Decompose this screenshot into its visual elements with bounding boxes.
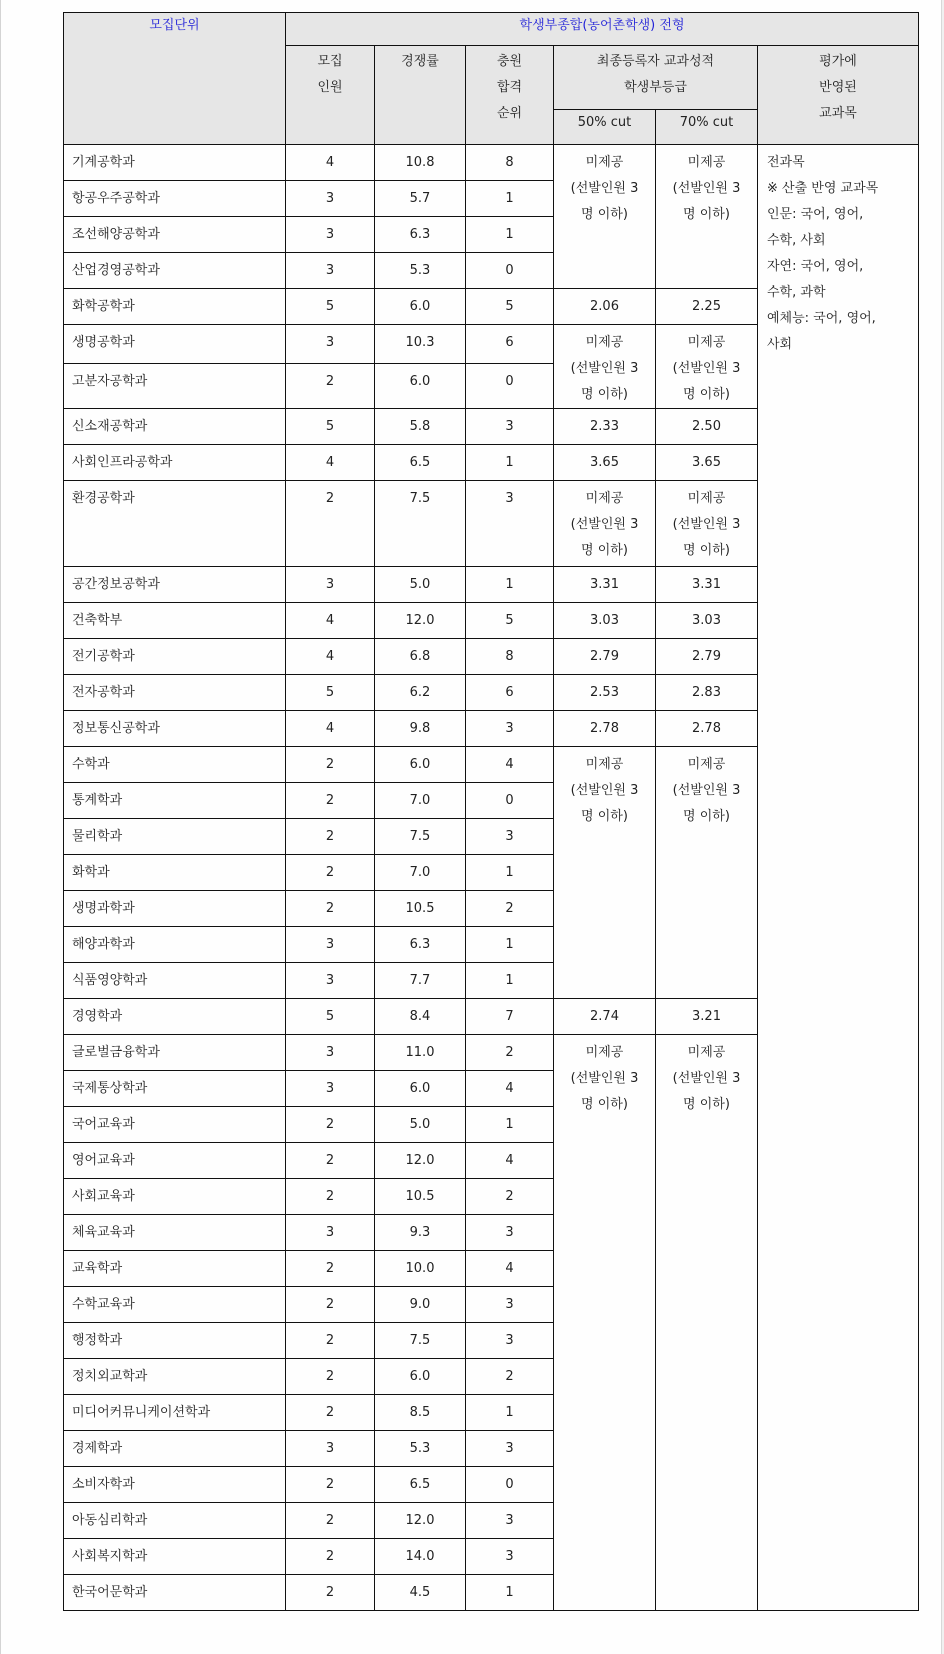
unit-name: 사회인프라공학과 — [64, 445, 286, 481]
unit-name: 공간정보공학과 — [64, 567, 286, 603]
quota-value: 2 — [286, 1287, 375, 1323]
unit-name: 수학과 — [64, 747, 286, 783]
waitlist-rank-value: 4 — [466, 1143, 554, 1179]
quota-value: 5 — [286, 409, 375, 445]
grade-cut70-not-provided: 미제공 (선발인원 3 명 이하) — [656, 325, 758, 409]
waitlist-rank-value: 7 — [466, 999, 554, 1035]
quota-value: 2 — [286, 1395, 375, 1431]
competition-ratio-value: 4.5 — [375, 1575, 466, 1611]
quota-value: 2 — [286, 1143, 375, 1179]
waitlist-rank-value: 3 — [466, 409, 554, 445]
unit-name: 고분자공학과 — [64, 363, 286, 408]
unit-name: 사회교육과 — [64, 1179, 286, 1215]
waitlist-rank-value: 6 — [466, 325, 554, 364]
quota-value: 2 — [286, 1359, 375, 1395]
waitlist-rank-value: 3 — [466, 1539, 554, 1575]
unit-name: 건축학부 — [64, 603, 286, 639]
waitlist-rank-value: 2 — [466, 1035, 554, 1071]
quota-value: 2 — [286, 1179, 375, 1215]
competition-ratio-value: 11.0 — [375, 1035, 466, 1071]
competition-ratio-value: 7.7 — [375, 963, 466, 999]
waitlist-rank-value: 3 — [466, 711, 554, 747]
unit-name: 통계학과 — [64, 783, 286, 819]
waitlist-rank-value: 1 — [466, 963, 554, 999]
waitlist-rank-value: 5 — [466, 289, 554, 325]
unit-name: 영어교육과 — [64, 1143, 286, 1179]
grade-cut70-value: 2.50 — [656, 409, 758, 445]
waitlist-rank-value: 4 — [466, 1071, 554, 1107]
quota-value: 3 — [286, 253, 375, 289]
grade-cut50-value: 3.03 — [554, 603, 656, 639]
grade-cut70-not-provided: 미제공 (선발인원 3 명 이하) — [656, 1035, 758, 1611]
competition-ratio-value: 10.3 — [375, 325, 466, 364]
quota-value: 5 — [286, 675, 375, 711]
header-waitlist-rank: 충원 합격 순위 — [466, 46, 554, 145]
competition-ratio-value: 5.3 — [375, 1431, 466, 1467]
competition-ratio-value: 12.0 — [375, 1143, 466, 1179]
waitlist-rank-value: 0 — [466, 253, 554, 289]
waitlist-rank-value: 6 — [466, 675, 554, 711]
waitlist-rank-value: 0 — [466, 363, 554, 408]
waitlist-rank-value: 5 — [466, 603, 554, 639]
unit-name: 화학공학과 — [64, 289, 286, 325]
grade-cut50-value: 2.33 — [554, 409, 656, 445]
grade-cut50-not-provided: 미제공 (선발인원 3 명 이하) — [554, 1035, 656, 1611]
header-competition-ratio: 경쟁률 — [375, 46, 466, 145]
competition-ratio-value: 6.5 — [375, 1467, 466, 1503]
waitlist-rank-value: 1 — [466, 855, 554, 891]
grade-cut70-value: 3.31 — [656, 567, 758, 603]
quota-value: 4 — [286, 711, 375, 747]
competition-ratio-value: 6.2 — [375, 675, 466, 711]
competition-ratio-value: 9.8 — [375, 711, 466, 747]
unit-name: 생명공학과 — [64, 325, 286, 364]
unit-name: 국어교육과 — [64, 1107, 286, 1143]
competition-ratio-value: 6.0 — [375, 1071, 466, 1107]
evaluated-subjects-note: 전과목 ※ 산출 반영 교과목 인문: 국어, 영어, 수학, 사회 자연: 국어, 영어, 수학, 과학 예체능: 국어, 영어, 사회 — [758, 145, 919, 1611]
waitlist-rank-value: 3 — [466, 1287, 554, 1323]
grade-cut70-value: 2.78 — [656, 711, 758, 747]
quota-value: 3 — [286, 567, 375, 603]
quota-value: 5 — [286, 289, 375, 325]
quota-value: 3 — [286, 217, 375, 253]
grade-cut50-value: 2.79 — [554, 639, 656, 675]
quota-value: 3 — [286, 1035, 375, 1071]
grade-cut70-not-provided: 미제공 (선발인원 3 명 이하) — [656, 145, 758, 289]
unit-name: 물리학과 — [64, 819, 286, 855]
quota-value: 4 — [286, 603, 375, 639]
quota-value: 2 — [286, 783, 375, 819]
waitlist-rank-value: 2 — [466, 1179, 554, 1215]
grade-cut70-value: 2.25 — [656, 289, 758, 325]
unit-name: 전자공학과 — [64, 675, 286, 711]
unit-name: 경영학과 — [64, 999, 286, 1035]
unit-name: 화학과 — [64, 855, 286, 891]
waitlist-rank-value: 1 — [466, 567, 554, 603]
competition-ratio-value: 7.0 — [375, 855, 466, 891]
waitlist-rank-value: 2 — [466, 891, 554, 927]
unit-name: 사회복지학과 — [64, 1539, 286, 1575]
competition-ratio-value: 7.5 — [375, 819, 466, 855]
grade-cut50-not-provided: 미제공 (선발인원 3 명 이하) — [554, 145, 656, 289]
waitlist-rank-value: 3 — [466, 1503, 554, 1539]
quota-value: 2 — [286, 363, 375, 408]
grade-cut50-not-provided: 미제공 (선발인원 3 명 이하) — [554, 481, 656, 567]
waitlist-rank-value: 1 — [466, 1107, 554, 1143]
grade-cut70-value: 3.21 — [656, 999, 758, 1035]
quota-value: 4 — [286, 445, 375, 481]
unit-name: 정보통신공학과 — [64, 711, 286, 747]
waitlist-rank-value: 1 — [466, 1395, 554, 1431]
unit-name: 조선해양공학과 — [64, 217, 286, 253]
quota-value: 2 — [286, 819, 375, 855]
grade-cut70-not-provided: 미제공 (선발인원 3 명 이하) — [656, 481, 758, 567]
unit-name: 해양과학과 — [64, 927, 286, 963]
quota-value: 5 — [286, 999, 375, 1035]
competition-ratio-value: 14.0 — [375, 1539, 466, 1575]
header-track-title: 학생부종합(농어촌학생) 전형 — [286, 13, 919, 46]
grade-cut70-value: 3.03 — [656, 603, 758, 639]
competition-ratio-value: 10.0 — [375, 1251, 466, 1287]
quota-value: 2 — [286, 1107, 375, 1143]
competition-ratio-value: 10.5 — [375, 1179, 466, 1215]
header-cut70: 70% cut — [656, 110, 758, 145]
waitlist-rank-value: 3 — [466, 819, 554, 855]
quota-value: 2 — [286, 1251, 375, 1287]
quota-value: 2 — [286, 1539, 375, 1575]
quota-value: 2 — [286, 481, 375, 567]
table-row — [64, 145, 919, 181]
unit-name: 한국어문학과 — [64, 1575, 286, 1611]
unit-name: 산업경영공학과 — [64, 253, 286, 289]
grade-cut70-value: 2.83 — [656, 675, 758, 711]
competition-ratio-value: 6.0 — [375, 747, 466, 783]
competition-ratio-value: 7.5 — [375, 481, 466, 567]
competition-ratio-value: 12.0 — [375, 603, 466, 639]
waitlist-rank-value: 8 — [466, 145, 554, 181]
header-cut50: 50% cut — [554, 110, 656, 145]
quota-value: 3 — [286, 1215, 375, 1251]
admission-results-table — [63, 12, 919, 1611]
header-grade-group: 최종등록자 교과성적 학생부등급 — [554, 46, 758, 110]
page-left-edge — [0, 0, 1, 1654]
competition-ratio-value: 5.7 — [375, 181, 466, 217]
competition-ratio-value: 9.3 — [375, 1215, 466, 1251]
quota-value: 3 — [286, 963, 375, 999]
grade-cut50-not-provided: 미제공 (선발인원 3 명 이하) — [554, 325, 656, 409]
grade-cut50-value: 2.06 — [554, 289, 656, 325]
competition-ratio-value: 6.5 — [375, 445, 466, 481]
quota-value: 3 — [286, 927, 375, 963]
table-body — [64, 145, 919, 1611]
waitlist-rank-value: 1 — [466, 181, 554, 217]
unit-name: 국제통상학과 — [64, 1071, 286, 1107]
unit-name: 정치외교학과 — [64, 1359, 286, 1395]
header-quota: 모집 인원 — [286, 46, 375, 145]
quota-value: 3 — [286, 325, 375, 364]
competition-ratio-value: 7.0 — [375, 783, 466, 819]
waitlist-rank-value: 3 — [466, 481, 554, 567]
waitlist-rank-value: 4 — [466, 1251, 554, 1287]
competition-ratio-value: 12.0 — [375, 1503, 466, 1539]
quota-value: 2 — [286, 1467, 375, 1503]
competition-ratio-value: 10.5 — [375, 891, 466, 927]
unit-name: 환경공학과 — [64, 481, 286, 567]
competition-ratio-value: 7.5 — [375, 1323, 466, 1359]
unit-name: 신소재공학과 — [64, 409, 286, 445]
unit-name: 아동심리학과 — [64, 1503, 286, 1539]
unit-name: 글로벌금융학과 — [64, 1035, 286, 1071]
unit-name: 식품영양학과 — [64, 963, 286, 999]
waitlist-rank-value: 3 — [466, 1431, 554, 1467]
competition-ratio-value: 8.4 — [375, 999, 466, 1035]
waitlist-rank-value: 4 — [466, 747, 554, 783]
competition-ratio-value: 5.3 — [375, 253, 466, 289]
quota-value: 3 — [286, 1431, 375, 1467]
quota-value: 2 — [286, 747, 375, 783]
waitlist-rank-value: 3 — [466, 1215, 554, 1251]
quota-value: 2 — [286, 855, 375, 891]
competition-ratio-value: 6.0 — [375, 1359, 466, 1395]
grade-cut70-value: 3.65 — [656, 445, 758, 481]
grade-cut50-value: 2.74 — [554, 999, 656, 1035]
waitlist-rank-value: 0 — [466, 1467, 554, 1503]
unit-name: 전기공학과 — [64, 639, 286, 675]
quota-value: 2 — [286, 1323, 375, 1359]
waitlist-rank-value: 3 — [466, 1323, 554, 1359]
competition-ratio-value: 6.0 — [375, 289, 466, 325]
competition-ratio-value: 5.0 — [375, 567, 466, 603]
competition-ratio-value: 6.3 — [375, 217, 466, 253]
quota-value: 2 — [286, 1575, 375, 1611]
unit-name: 소비자학과 — [64, 1467, 286, 1503]
waitlist-rank-value: 1 — [466, 927, 554, 963]
unit-name: 미디어커뮤니케이션학과 — [64, 1395, 286, 1431]
grade-cut50-not-provided: 미제공 (선발인원 3 명 이하) — [554, 747, 656, 999]
quota-value: 3 — [286, 1071, 375, 1107]
quota-value: 2 — [286, 891, 375, 927]
waitlist-rank-value: 2 — [466, 1359, 554, 1395]
competition-ratio-value: 9.0 — [375, 1287, 466, 1323]
competition-ratio-value: 10.8 — [375, 145, 466, 181]
competition-ratio-value: 6.8 — [375, 639, 466, 675]
quota-value: 4 — [286, 145, 375, 181]
grade-cut70-not-provided: 미제공 (선발인원 3 명 이하) — [656, 747, 758, 999]
quota-value: 2 — [286, 1503, 375, 1539]
unit-name: 항공우주공학과 — [64, 181, 286, 217]
waitlist-rank-value: 1 — [466, 1575, 554, 1611]
grade-cut50-value: 2.78 — [554, 711, 656, 747]
unit-name: 교육학과 — [64, 1251, 286, 1287]
header-unit: 모집단위 — [64, 13, 286, 145]
competition-ratio-value: 8.5 — [375, 1395, 466, 1431]
unit-name: 경제학과 — [64, 1431, 286, 1467]
grade-cut50-value: 3.31 — [554, 567, 656, 603]
competition-ratio-value: 6.3 — [375, 927, 466, 963]
unit-name: 체육교육과 — [64, 1215, 286, 1251]
waitlist-rank-value: 1 — [466, 217, 554, 253]
quota-value: 4 — [286, 639, 375, 675]
waitlist-rank-value: 1 — [466, 445, 554, 481]
unit-name: 기계공학과 — [64, 145, 286, 181]
quota-value: 3 — [286, 181, 375, 217]
grade-cut70-value: 2.79 — [656, 639, 758, 675]
unit-name: 수학교육과 — [64, 1287, 286, 1323]
grade-cut50-value: 2.53 — [554, 675, 656, 711]
competition-ratio-value: 5.0 — [375, 1107, 466, 1143]
waitlist-rank-value: 0 — [466, 783, 554, 819]
grade-cut50-value: 3.65 — [554, 445, 656, 481]
competition-ratio-value: 6.0 — [375, 363, 466, 408]
competition-ratio-value: 5.8 — [375, 409, 466, 445]
header-subjects: 평가에 반영된 교과목 — [758, 46, 919, 145]
waitlist-rank-value: 8 — [466, 639, 554, 675]
unit-name: 생명과학과 — [64, 891, 286, 927]
unit-name: 행정학과 — [64, 1323, 286, 1359]
